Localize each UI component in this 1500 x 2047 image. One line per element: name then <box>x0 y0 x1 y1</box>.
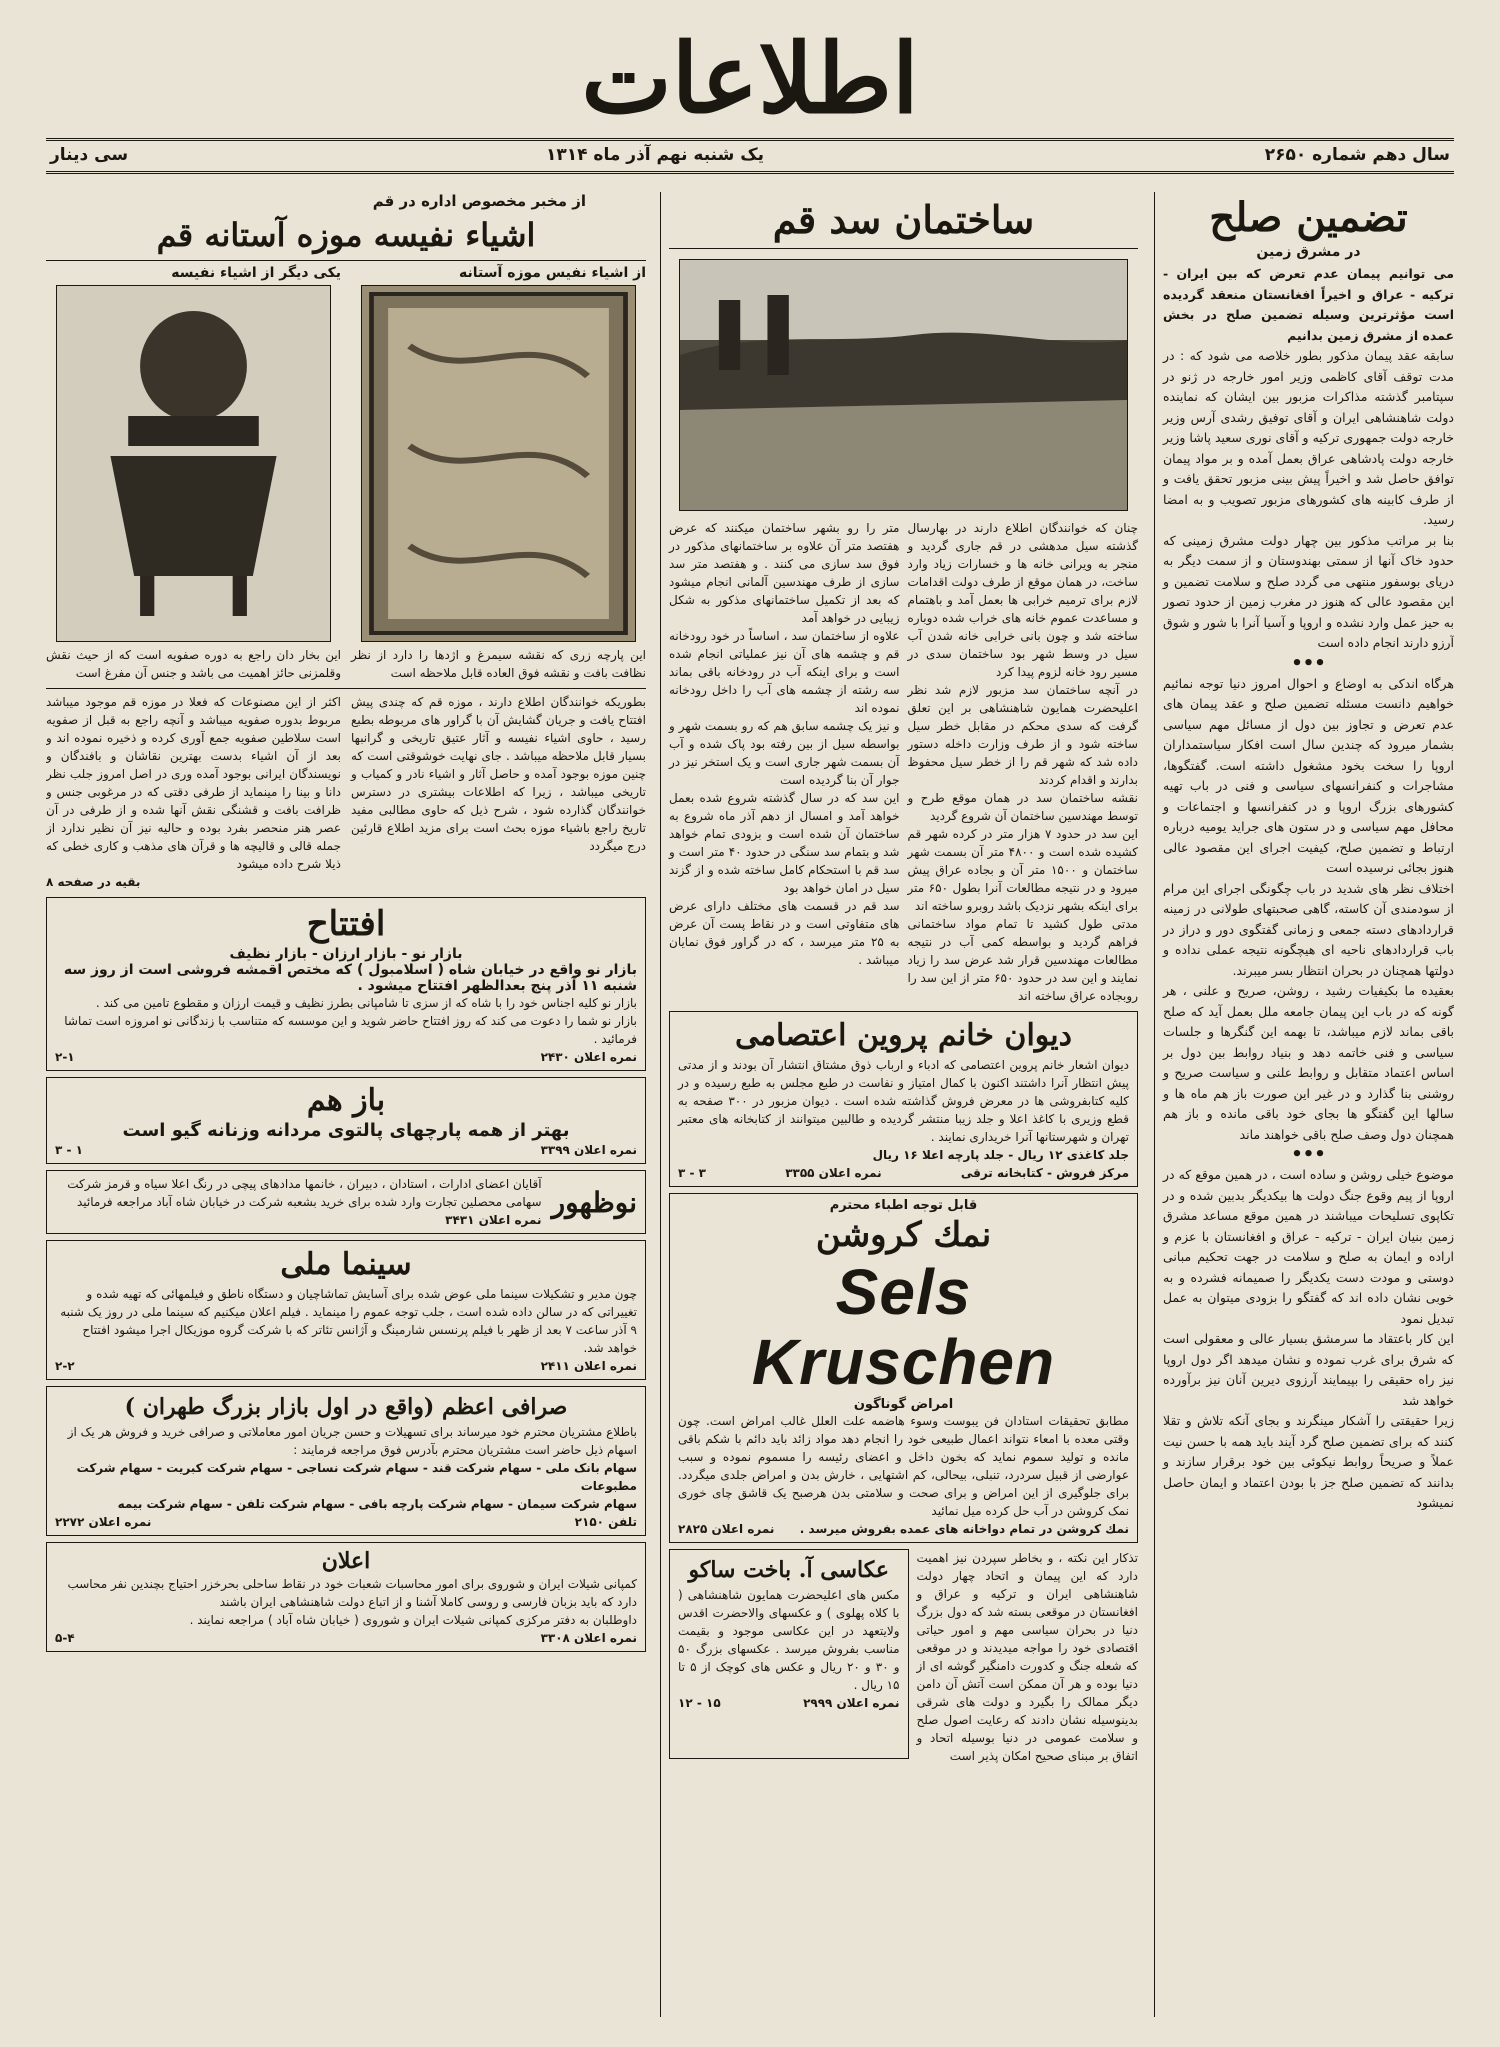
brocade-photo <box>361 285 636 642</box>
fisheries-address: داوطلبان به دفتر مرکزی کمپانی شیلات ایران و شوروی ( خیابان شاه آباد ) مراجعه نمایند . <box>189 1613 637 1627</box>
parvin-num: ۳ - ۳ <box>678 1166 706 1180</box>
photo-studio-notice: نمره اعلان ۲۹۹۹ <box>803 1696 900 1710</box>
exchange-ad <box>46 1386 646 1536</box>
dam-text-left-4: این سد که در سال گذشته شروع شده بعمل خواهد آمد و امسال از دهم آذر ماه شروع به ساختمان آن شده است و بزودی تمام خواهد شد و بتمام سد سنگی در حدود ۴۰ متر است و سد قم با استحکام کامل ساخته شده و از گزند سیل در امان خواهد بود <box>669 791 900 895</box>
kruschen-brand: Sels Kruschen <box>751 1256 1056 1398</box>
dam-text-right-3: نقشه ساختمان سد در همان موقع طرح و توسط مهندسین ساختمان آن شروع گردید <box>907 791 1138 823</box>
cinema-num: ۲-۲ <box>55 1359 75 1373</box>
kruschen-kicker: قابل توجه اطباء محترم <box>829 1198 978 1213</box>
peace-para-7: این کار باعتقاد ما سرمشق بسیار عالی و معقولی است که شرق برای غرب نموده و نشان میدهد اگر دول اروپا نیز راه حقیقی را بپیمایند آرزوی دیرین آنان نیز برآورده خواهد شد <box>1163 1331 1454 1408</box>
dam-text-left-1: متر را رو بشهر ساختمان میکنند که عرض هفتصد متر آن علاوه بر ساختمانهای مذکور در فوق سد سازی می کنند . و هفتصد متر سد سازی از طرف مهندسین آلمانی انجام میشود که بعد از تکمیل ساختمانهای مذکور به شکل زیبایی در خواهد آمد <box>669 521 900 625</box>
continued-link: بقیه در صفحه ۸ <box>46 875 141 889</box>
opening-line-1: بازار نو واقع در خیابان شاه ( اسلامبول ) که مختص اقمشه فروشی است از روز سه <box>63 962 637 978</box>
nowzohur-text: آقایان اعضای ادارات ، استادان ، دبیران ، خانمها مدادهای پیچی در رنگ اعلا سیاه و قرمز شرکت سهامی محصلین تجارت وارد شده برای خرید بشعبه شرکت در خیابان شاه آباد مراجعه فرمائید <box>67 1177 542 1209</box>
peace-para-6: موضوع خیلی روشن و ساده است ، در همین موقع که در اروپا از پیم وقوع جنگ دولت ها بیکدیگر بدبین شده و در تکاپوی تسلیحات میباشند در همین موقع مساعد مشرق زمین بنیان ایران - ترکیه - عراق و افغانستان با عزم و اراده و ایمان به صلح و سلامت در جهت تحکیم مبانی دوستی و مودت دست یکدیگر را صمیمانه فشرده و به خوبی نشان داده اند که گفتگو را بزودی میتوان به عمل تبدیل نمود <box>1163 1167 1454 1326</box>
kruschen-ad <box>669 1193 1138 1543</box>
brocade-image <box>362 286 635 641</box>
dam-photo <box>679 259 1128 511</box>
museum-body-right: بطوریکه خوانندگان اطلاع دارند ، موزه قم که چندی پیش افتتاح یافت و جریان گشایش آن با گراور های مربوطه بطبع رسید ، حاوی اشیاء نفیسه و آثار عتیق تاریخی و گرانبها بسیار قابل ملاحظه میباشد . جای نهایت خوشوقتی است که چنین موزه بوجود آمده و حاصل آثار و اشیاء نادر و کمیاب و تاریخی میباشد ، زیرا که اطلاعات بیشتری در دسترس خوانندگان گذارده شود ، شرح ذیل که حاوی مطالبی مفید تاریخ راجع باشیاء موزه بحث است برای مزید اطلاع قارئین درج میگردد <box>351 695 646 853</box>
parvin-notice: نمره اعلان ۳۳۵۵ <box>785 1166 882 1180</box>
opening-sub: بازار نو - بازار ارزان - بازار نظیف <box>229 946 463 962</box>
again-ad <box>46 1077 646 1164</box>
exchange-text: باطلاع مشتریان محترم خود میرساند برای تسهیلات و حسن جریان امور معاملاتی و صرافی خرید و فروش هر یک از اسهام ذیل حاضر است مشتریان محترم بآدرس فوق مراجعه فرمایند : <box>67 1425 637 1457</box>
again-sub: بهتر از همه پارچهای پالتوی مردانه وزنانه گیو است <box>122 1120 570 1141</box>
dam-title: ساختمان سد قم <box>669 192 1138 249</box>
cinema-title: سینما ملی <box>280 1247 412 1282</box>
peace-para-1: سابقه عقد پیمان مذکور بطور خلاصه می شود که : در مدت توقف آقای کاظمی وزیر امور خارجه در ژنو در سپتامبر گذشته مذاکرات مزبور بین ایشان که نماینده دولت شاهنشاهی ایران و آقای توفیق رشدی آرس وزیر خارجه دولت جمهوری ترکیه و آقای نوری سعید پاشا وزیر خارجه دولت پادشاهی عراق بعمل آمده و بر مواد پیمان توافق حاصل شد و اخیراً پیش بینی مزبور تحقق یافت و از طرف کابینه های کشورهای مزبور تصویب و به امضا رسید. <box>1163 348 1454 527</box>
opening-num: ۲-۱ <box>55 1050 75 1064</box>
dam-text-right-2: در آنچه ساختمان سد مزبور لازم شد نظر اعلیحضرت همایون شاهنشاهی بر این تعلق گرفت که سدی محکم در مقابل خطر سیل ساخته شود و از طرف وزارت داخله دستور داده شد که شهر قم را از خطر سیل محفوظ بدارند و اقدام کردند <box>907 683 1138 787</box>
incense-burner-text: این بخار دان راجع به دوره صفویه است که از حیث نقش وقلمزنی حائز اهمیت می باشد و جنس آن مفرغ است <box>46 648 341 680</box>
museum-caption-right: از اشیاء نفیس موزه آستانه <box>459 265 646 281</box>
opening-notice: نمره اعلان ۲۴۳۰ <box>540 1050 637 1064</box>
parvin-ad <box>669 1011 1138 1187</box>
peace-title: تضمین صلح <box>1209 194 1408 241</box>
opening-line-2: شنبه ۱۱ آذر پنج بعدالظهر افتتاح میشود . <box>357 978 637 994</box>
kruschen-bottom: نمك کروشن در تمام دواخانه های عمده بفروش میرسد . <box>799 1522 1129 1536</box>
exchange-notice: نمره اعلان ۲۲۷۲ <box>55 1515 152 1529</box>
kruschen-notice: نمره اعلان ۲۸۲۵ <box>678 1522 775 1536</box>
cinema-notice: نمره اعلان ۲۴۱۱ <box>540 1359 637 1373</box>
fisheries-num: ۵-۴ <box>55 1631 75 1645</box>
exchange-title: صرافی اعظم (واقع در اول بازار بزرگ طهران ) <box>124 1394 568 1420</box>
opening-title: افتتاح <box>306 904 386 944</box>
peace-para-8: زیرا حقیقتی را آشکار مینگرند و بجای آنکه تلاش و تقلا کنند که برای تضمین صلح گرد آیند باید همه با حسن نیت عملاً و صریحاً روابط نیکوئی بین خود برقرار سازند و بدانند که تضمین صلح جز با بودن اعتماد و ایمان حاصل نمیشود <box>1163 1413 1454 1510</box>
middle-column <box>660 192 1146 2017</box>
photo-studio-title: عکاسی آ. باخت ساکو <box>688 1557 889 1583</box>
fisheries-title: اعلان <box>321 1548 371 1574</box>
museum-caption-left: یکی دیگر از اشیاء نفیسه <box>171 265 341 281</box>
opening-line-4: بازار نو شما را دعوت می کند که روز افتتاح حاضر شوید و این موسسه که متناسب با زندگانی نو امروزه است تماشا فرمائید . <box>64 1014 637 1046</box>
exchange-phone: تلفن ۲۱۵۰ <box>574 1515 637 1529</box>
dam-text-right-1: چنان که خوانندگان اطلاع دارند در بهارسال گذشته سیل مدهشی در قم جاری گردید و منجر به ویرانی خانه ها و خسارات زیاد وارد ساخت، در همان موقع از طرف دولت اقدامات لازم برای ترمیم خرابی ها بعمل آمد و باهتمام و مساعدت عموم خانه های خراب شده دوباره ساخته شد و چون بانی خرابی خانه شدن آب سیل در وسط شهر بود ساختمان سدی در مسیر رود خانه لزوم پیدا کرد <box>907 521 1138 679</box>
photo-studio-num: ۱۵ - ۱۲ <box>678 1696 721 1710</box>
dateline <box>46 138 1454 174</box>
opening-line-3: بازار نو کلیه اجناس خود را با شاه که از سزی تا شامپانی بطرز نظیف و قیمت ارزان و مقطوع تامین می کند . <box>95 996 637 1010</box>
cinema-ad <box>46 1240 646 1380</box>
exchange-line-2: سهام شرکت سیمان - سهام شرکت پارچه بافی - سهام شرکت تلفن - سهام شرکت بیمه <box>117 1497 637 1511</box>
kruschen-sub: امراض گوناگون <box>853 1397 954 1412</box>
fisheries-notice <box>46 1542 646 1652</box>
peace-para-4: اختلاف نظر های شدید در باب چگونگی اجرای این مرام از سودمندی آن کاسته، گاهی صحبتهای طولانی در زمینه قراردادهای دسته جمعی و زمانی گفتگوی دور و دراز در باب قراردادهای ناحیه ای هیچگونه نتیجه عملی نداده و دولتها همچنان در بحران انتظار بسر میبرند. <box>1163 880 1454 978</box>
fisheries-notice-num: نمره اعلان ۳۳۰۸ <box>540 1631 637 1645</box>
dam-photo-image <box>680 260 1127 510</box>
again-num: ۱ - ۳ <box>55 1143 83 1157</box>
peace-para-2: بنا بر مراتب مذکور بین چهار دولت مشرق زمینی که حدود خاک آنها از سمتی بهندوستان و از سمت دیگر به دریای بوسفور منتهی می گردد صلح و سلامت تضمین و این مقصود عالی که هنوز در مغرب زمین از حدود تصور به حیز عمل وارد نشده و اروپا و آسیا آنرا با شور و شوق آرزو دارند انجام داده است <box>1163 532 1454 650</box>
kruschen-text: مطابق تحقیقات استادان فن یبوست وسوء هاضمه علت العلل غالب امراض است. چون وقتی معده با امعاء نتواند اعمال طبیعی خود را انجام دهد مواد زائد باید دائم با شکم باقی مانده و تولید سموم نماید که بخون داخل و اعضای رئیسه را مسموم نموده و سبب عوارضی از قبیل سردرد، تنبلی، بیحالی، کم اشتهایی ، خارش بدن و امراض جلدی میگردد. برای جلوگیری از این امراض و برای صحت و سلامتی بدن هرصبح یک قاشق چای خوری نمک کروشن در آب حل کرده میل نمائید <box>678 1414 1129 1518</box>
newspaper-title: اطلاعات <box>581 22 919 135</box>
nowzohur-title: نوظهور <box>551 1185 637 1219</box>
photo-studio-ad <box>669 1549 909 1759</box>
peace-subtitle: در مشرق زمین <box>1256 244 1361 260</box>
dam-text-right-5: مدتی طول کشید تا تمام مواد ساختمانی فراهم گردید و بواسطه کمی آب در نتیجه مطالعات مهندسین قرار شد عرض سد را زیاد نمایند و این سد در حدود ۶۵۰ متر از این سد را روبجاده عراق ساخته اند <box>907 917 1139 1003</box>
issue-date: یک شنبه نهم آذر ماه ۱۳۱۴ <box>546 145 765 165</box>
photo-studio-text: مکس های اعلیحضرت همایون شاهنشاهی ( با کلاه پهلوی ) و عکسهای والاحضرت اقدس ولایتعهد در این عکاسی موجود و بقیمت مناسب بفروش میرسد . عکسهای بزرگ ۵۰ و ۳۰ و ۲۰ ریال و عکس های کوچک از ۵ تا ۱۵ ریال . <box>678 1588 900 1692</box>
dam-text-left-5: سد قم در قسمت های مختلف دارای عرض های متفاوتی است و در نقاط پست آن عرض به ۲۵ متر میرسد ، که در گراور فوق نمایان میباشد . <box>669 899 900 967</box>
kruschen-title: نمك كروشن <box>815 1215 992 1255</box>
peace-para-3: هرگاه اندکی به اوضاع و احوال امروز دنیا توجه نمائیم خواهیم دانست مسئله تضمین صلح و عقد پیمان های عدم تعرض و تجاوز بین دول از مسائل مهم سیاسی بشمار میرود که چندین سال است افکار سیاستمداران اروپا را سخت بخود مشغول داشته است. گفتگوها، مشاجرات و کنفرانسهای سیاسی و فنی در باب تهیه کشورهای بزرگ اروپا و در کنفرانسها و اجتماعات و محافل مهم سیاسی و در ستون های جراید یومیه درباره ارتباط و تضمین صلح، کیفیت اجرای این مقصود عالی هنوز بجائی نرسیده است <box>1163 675 1454 875</box>
peace-note: تذکار این نکته ، و بخاطر سپردن نیز اهمیت دارد که این پیمان و اتحاد چهار دولت شاهنشاهی ایران و ترکیه و عراق و افغانستان در موقعی بسته شد که دول بزرگ دنیا در بحران سیاسی مهم و امور حیاتی اقتصادی خود را مواجه میدیدند و در موقعی که شعله جنگ و کدورت دامنگیر گوشه ای از دنیا بوده و هر آن ممکن است آتش آن دامن دیگر ممالک را بگیرد و دولت های شرقی بدینوسیله نشان دادند که رعایت اصول صلح و سلامت عمومی در دنیا بوسیله اتحاد و اتفاق بر مبنای صحیح امکان پذیر است <box>916 1551 1138 1763</box>
peace-para-5: بعقیده ما بکیفیات رشید ، روشن، صریح و علنی ، هر گونه که در باب این پیمان جامعه ملل بعمل آید که صلح باقی بماند لازم میباشد، تا بهمه این گنگرها و جلسات سیاسی و فنی خاتمه دهد و بنیاد روابط بین دول بر اساس اعتماد متقابل و روابط علنی و سیاست صریح و روشنی بنا گذارد و در غیر این صورت باز هم ماه ها و سالها این گفتگو ها بجای خود باقی مانده و باز هم همچنان دول وصف صلح باقی خواهند ماند <box>1163 983 1454 1142</box>
opening-ad <box>46 897 646 1071</box>
right-column <box>1154 192 1454 2017</box>
separator: ••• <box>1291 652 1326 674</box>
parvin-center: مرکز فروش - کتابخانه ترقی <box>960 1166 1129 1180</box>
again-notice: نمره اعلان ۳۳۹۹ <box>540 1143 637 1157</box>
parvin-price: جلد کاغذی ۱۲ ریال - جلد پارچه اعلا ۱۶ ریال <box>872 1148 1129 1162</box>
dam-text-left-3: و نیز یک چشمه سابق هم که رو بسمت شهر و بواسطه سیل از بین رفته بود پاک شده و آب آن بسمت شهر جاری است و یک استخر نیز در جوار آن بنا گردیده است <box>669 719 900 787</box>
brocade-text: این پارچه زری که نقشه سیمرغ و اژدها را دارد از نظر نظافت بافت و نقشه فوق العاده قابل ملاحظه است <box>351 648 646 680</box>
again-title: باز هم <box>306 1083 386 1118</box>
peace-lead: می توانیم پیمان عدم تعرض که بین ایران - ترکیه - عراق و اخیراً افغانستان منعقد گردیده است مؤثرترین وسیله تضمین صلح در بخش عمده از مشرق زمین بدانیم <box>1163 266 1454 343</box>
nowzohur-notice: نمره اعلان ۳۴۳۱ <box>445 1213 542 1227</box>
exchange-line-1: سهام بانک ملی - سهام شرکت قند - سهام شرکت نساجی - سهام شرکت کبریت - سهام شرکت مطبوعات <box>76 1461 637 1493</box>
museum-title: اشیاء نفیسه موزه آستانه قم <box>46 210 646 261</box>
price: سی دینار <box>50 145 129 165</box>
dam-text-left-2: علاوه از ساختمان سد ، اساساً در خود رودخانه قم و چشمه های آن نیز عملیاتی انجام شده است و برای اینکه آب در رودخانه باقی بماند سه رشته از چشمه های آب را داخل رودخانه نموده اند <box>669 629 900 715</box>
year-issue: سال دهم شماره ۲۶۵۰ <box>1264 145 1450 165</box>
parvin-title: دیوان خانم پروین اعتصامی <box>734 1018 1072 1053</box>
dam-text-right-4: این سد در حدود ۷ هزار متر در کرده شهر قم کشیده شده است و ۴۸۰۰ متر آن بسمت شهر ساختمان و ۱۵۰۰ متر آن و بجاده عراق پیش میرود و در نتیجه مطالعات آنرا بطول ۶۵۰ متر برای اینکه بشهر نزدیک باشد روبرو ساخته اند <box>907 827 1139 913</box>
parvin-text: دیوان اشعار خانم پروین اعتصامی که ادباء و ارباب ذوق مشتاق انتشار آن بودند و از مدتی پیش انتظار آنرا داشتند اکنون با کمال امتیاز و نفاست در طبع مجلس به طبع رسیده و در کلیه کتابفروشی ها در معرض فروش گذاشته شده است . دیوان مزبور در ۳۰۰ صفحه به قطع وزیری با کاغذ اعلا و جلد زیبا منتشر گردیده و طالبین میتوانند از کتابخانه های معتبر تهران و شهرستانها آنرا خریداری نمایند . <box>678 1058 1130 1144</box>
separator: ••• <box>1291 1144 1326 1165</box>
museum-body-left: اکثر از این مصنوعات که فعلا در موزه قم موجود میباشد مربوط بدوره صفویه میباشد و آنچه راجع به قبل از صفویه است سلاطین صفویه جمع آوری کرده و ذخیره نموده اند و بعد از آن اشیاء بدست بهترین نقاشان و بافندگان و نویسندگان ایرانی بوجود آمده وری در اصل امروز جلب نظر دانا و بینا را مینماید از طرفی دقتی که در مرغوبی جنس و ظرافت بافت و قشنگی نقش آنها شده و از طرفی در آن عصر هنر منحصر بفرد بوده و حالیه نیز آن نظیر ندارد از جمله قالی و قالیچه ها و قرآن های مذهب و کاری خطی که ذیلا شرح داده میشود <box>46 695 341 871</box>
nowzohur-ad <box>46 1170 646 1234</box>
left-column <box>46 192 646 2017</box>
incense-burner-photo <box>56 285 331 642</box>
cinema-text: چون مدیر و تشکیلات سینما ملی عوض شده برای آسایش تماشاچیان و دستگاه ناطق و فیلمهائی که تهیه شده و تغییراتی که در سالن داده شده است ، جلب توجه عموم را مینماید . فیلم اعلان میکنیم که سینما ملی در روز یک شنبه ۹ آذر ساعت ۷ بعد از ظهر با فیلم پرنسس شارمینگ و آژانس تئاتر که با شرکت گروه موزیکال اجرا میشود افتتاح خواهد شد. <box>60 1287 637 1355</box>
incense-burner-image <box>57 286 330 641</box>
museum-kicker: از مخبر مخصوص اداره در قم <box>372 192 586 210</box>
masthead <box>46 18 1454 138</box>
fisheries-text: کمپانی شیلات ایران و شوروی برای امور محاسبات شعبات خود در نقاط ساحلی بحرخزر احتیاج بچندین نفر محاسب دارد که باید بزبان فارسی و روسی کاملا آشنا و از اتباع دولت شاهنشاهی ایران باشند <box>67 1577 637 1609</box>
